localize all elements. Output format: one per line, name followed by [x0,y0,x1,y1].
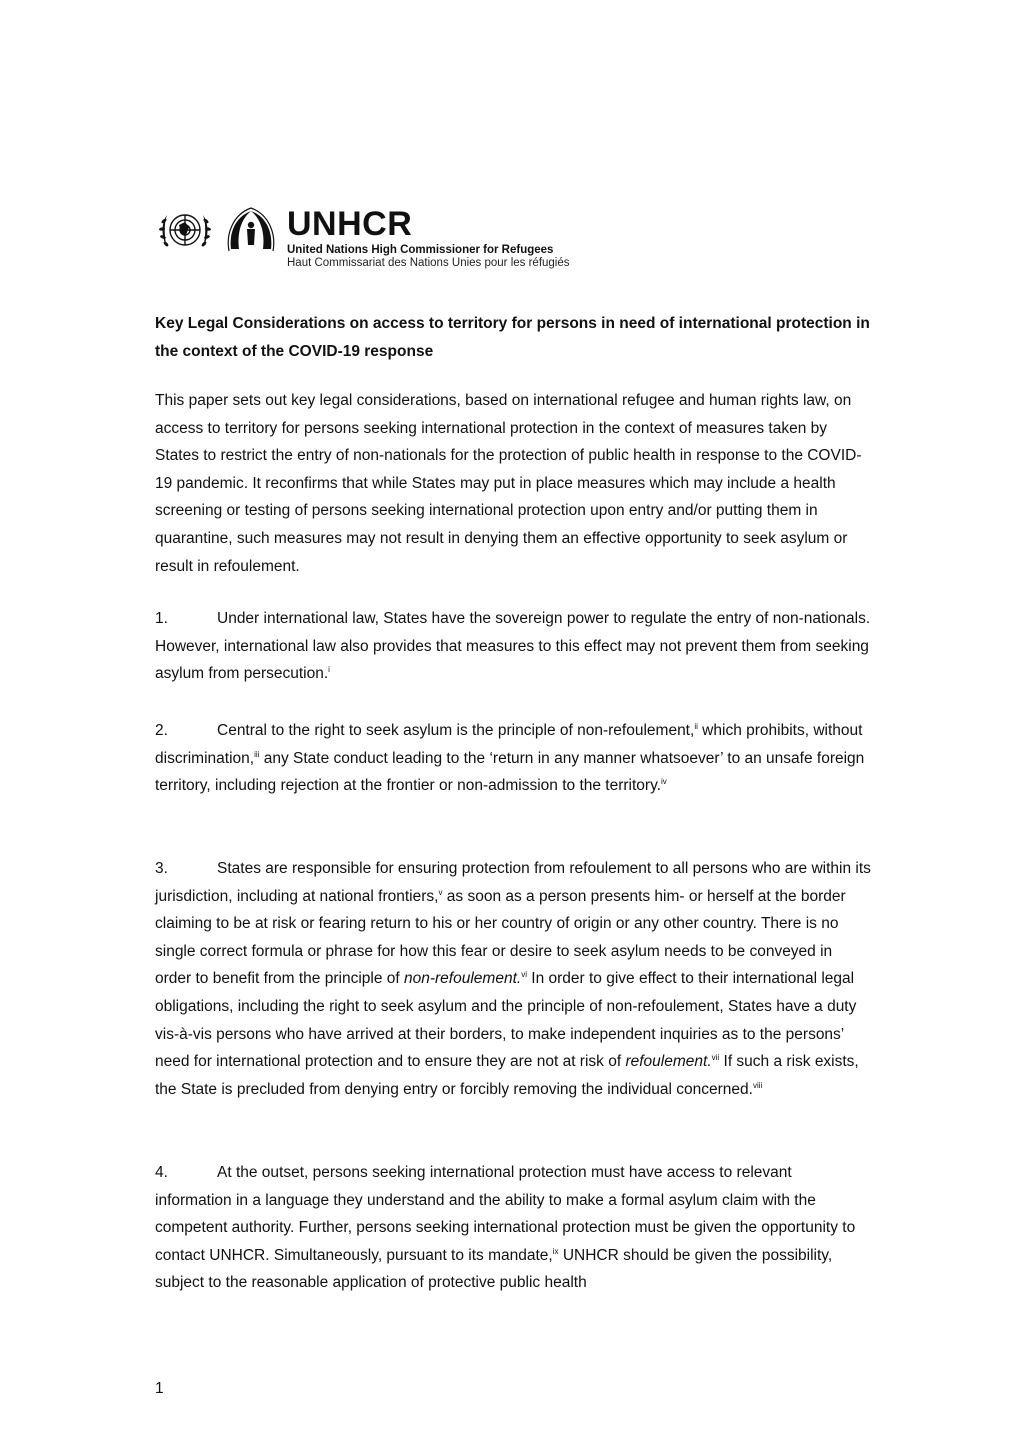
unhcr-wordmark [287,207,570,270]
header-logo-block [155,205,570,275]
paragraph-3 [155,855,871,1103]
unhcr-hands-emblem-icon [221,205,281,257]
org-name-english: United Nations High Commissioner for Refugees [287,244,554,256]
paragraph-1 [155,605,871,688]
paragraph-2 [155,717,871,800]
paragraph-text: States are responsible for ensuring protection from refoulement to all persons who are within its jurisdiction, including at national frontiers, [155,860,871,905]
paragraph-number: 2. [155,722,168,739]
endnote-marker[interactable]: v [438,887,443,897]
endnote-marker[interactable]: i [328,665,330,675]
endnote-marker[interactable]: ix [552,1246,559,1256]
endnote-marker[interactable]: iii [254,749,260,759]
endnote-marker[interactable]: viii [752,1080,763,1090]
un-emblem-icon [155,205,215,257]
paragraph-text: At the outset, persons seeking international protection must have access to relevant information in a language they understand and the ability to make a formal asylum claim with the competent authority. Further, persons seeking international protection must be given the opportunity to contact UNHCR. Simultaneously, pursuant to its mandate, [155,1164,856,1264]
paragraph-text: In order to give effect to their international legal obligations, including the right to seek asylum and the principle of non-refoulement, States have a duty vis-à-vis persons who have arrived at their borders, to make independent inquiries as to the persons’ need for international protection and to ensure they are not at risk of [155,970,857,1071]
paragraph-text: Under international law, States have the sovereign power to regulate the entry of non-nationals. However, international law also provides that measures to this effect may not prevent them from seeking asylum from persecution. [155,610,871,683]
italic-term: refoulement. [625,1053,712,1071]
document-title: Key Legal Considerations on access to territory for persons in need of international protection in the context of the COVID-19 response [155,315,870,360]
paragraph-text: If such a risk exists, the State is precluded from denying entry or forcibly removing the individual concerned. [155,1053,859,1098]
paragraph-text: as soon as a person presents him- or herself at the border claiming to be at risk or fearing return to his or her country of origin or any other country. There is no single correct formula or phrase for how this fear or desire to seek asylum needs to be conveyed in order to benefit from the principle of [155,887,846,988]
italic-term: non-refoulement. [404,970,522,988]
org-name-french: Haut Commissariat des Nations Unies pour les réfugiés [287,257,570,269]
paragraph-text: UNHCR should be given the possibility, subject to the reasonable application of protective public health [155,1246,833,1292]
paragraph-text: which prohibits, without discrimination, [155,722,863,767]
paragraph-number: 1. [155,610,168,627]
paragraph-number: 4. [155,1164,168,1181]
intro-paragraph: This paper sets out key legal considerations, based on international refugee and human rights law, on access to territory for persons seeking international protection in the context of measures taken by States to restrict the entry of non-nationals for the protection of public health in response to the COVID-19 pandemic. It reconfirms that while States may put in place measures which may include a health screening or testing of persons seeking international protection upon entry and/or putting them in quarantine, such measures may not result in denying them an effective opportunity to seek asylum or result in refoulement. [155,392,862,575]
unhcr-logo-text: UNHCR [287,205,413,243]
paragraph-text: Central to the right to seek asylum is the principle of non-refoulement, [217,722,695,739]
paragraph-text: any State conduct leading to the ‘return in any manner whatsoever’ to an unsafe foreign territory, including rejection at the frontier or non-admission to the territory. [155,749,865,795]
endnote-marker[interactable]: ii [694,721,698,731]
paragraph-4 [155,1159,871,1297]
page-number: 1 [155,1380,164,1397]
endnote-marker[interactable]: vii [711,1053,720,1062]
endnote-marker[interactable]: vi [521,970,527,980]
endnote-marker[interactable]: iv [660,777,667,787]
paragraph-number: 3. [155,860,168,877]
